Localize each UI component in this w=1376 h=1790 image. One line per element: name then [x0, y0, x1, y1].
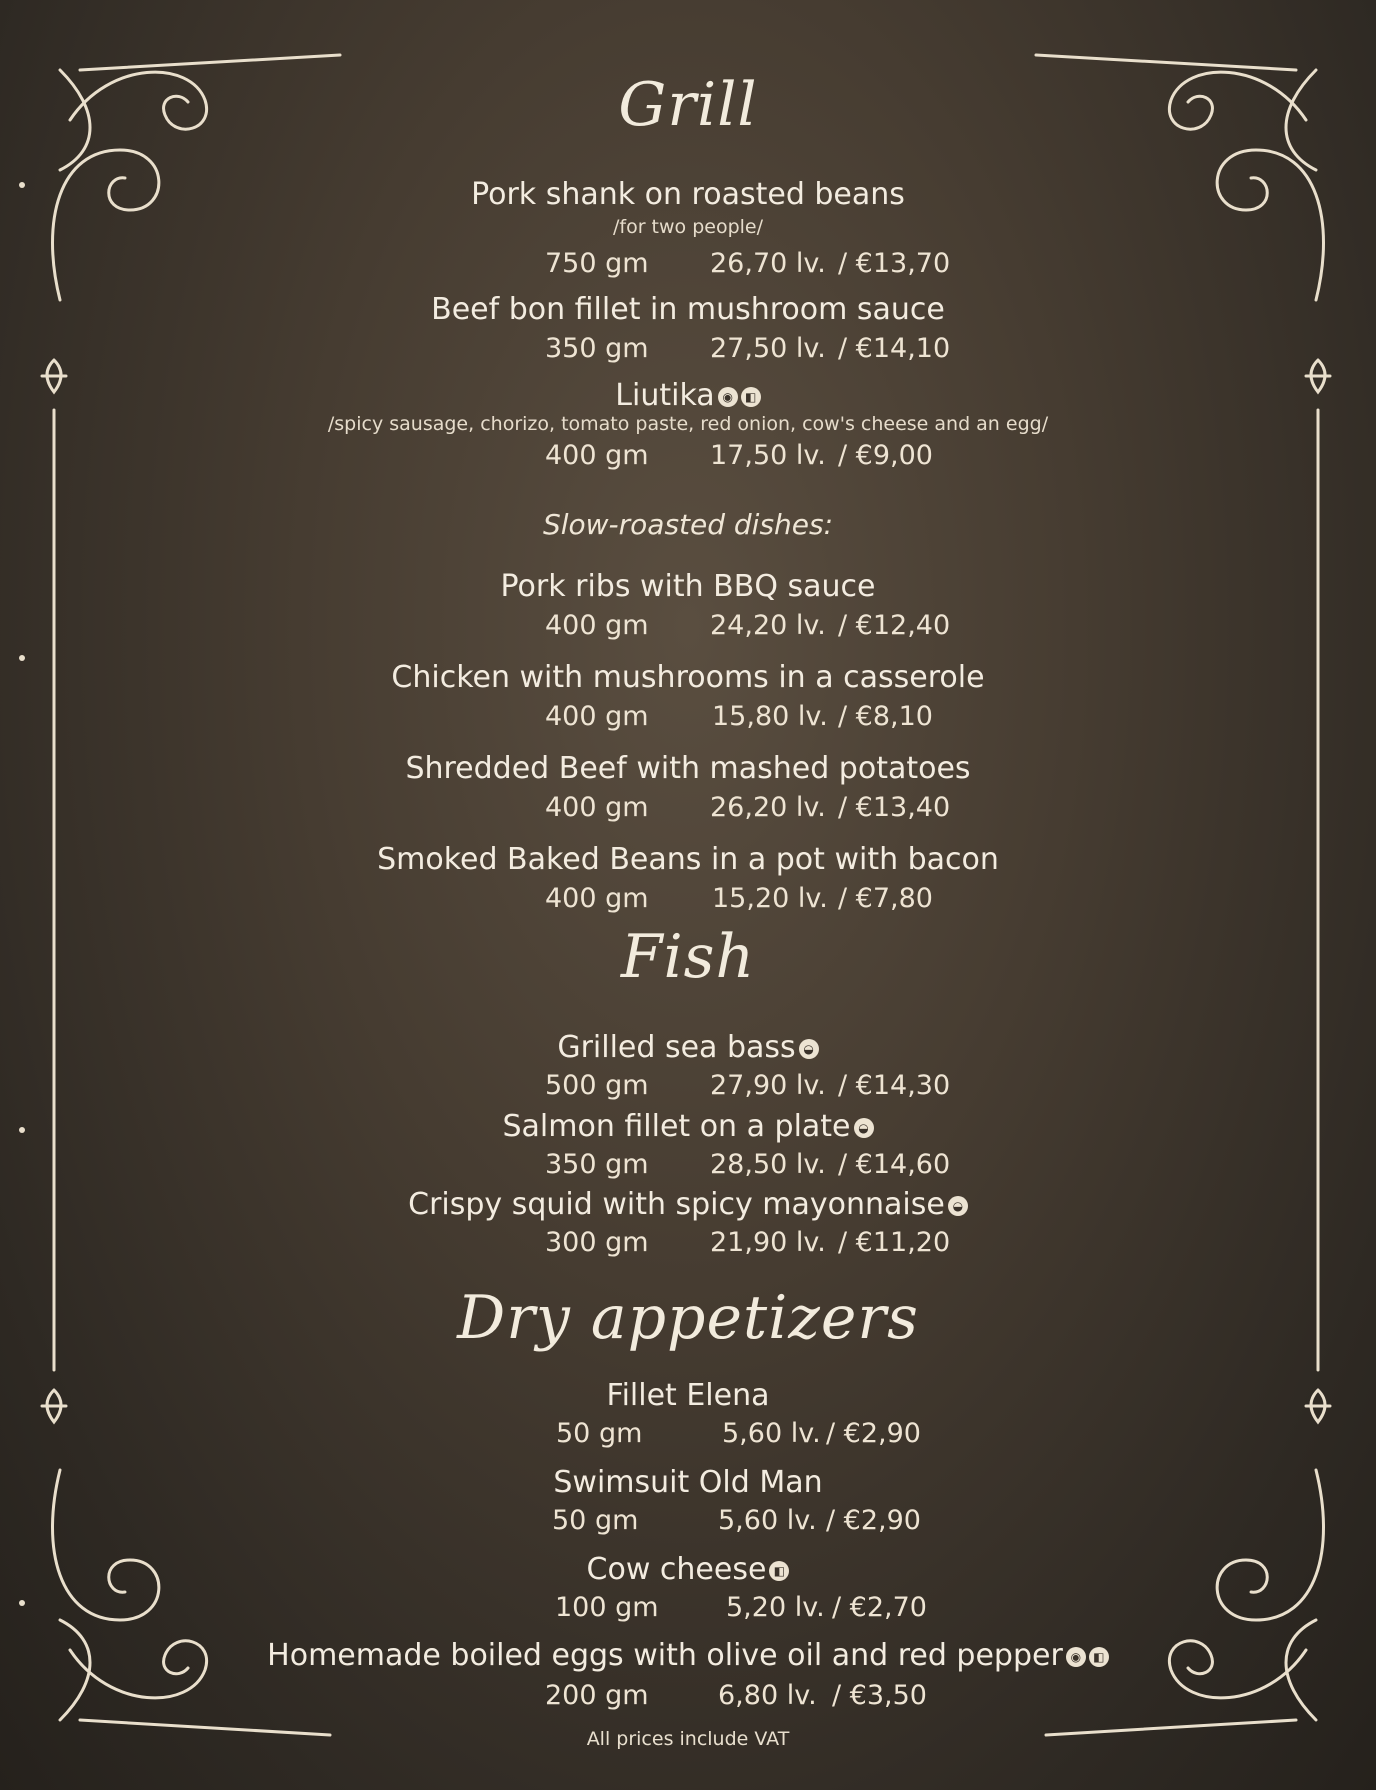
dish-weight: 50 gm [556, 1418, 643, 1449]
price-row [0, 1227, 1376, 1261]
egg-icon: ◉ [1066, 1647, 1086, 1667]
price-row [0, 1592, 1376, 1626]
dish-name-row [0, 1187, 1376, 1222]
price-row [0, 1418, 1376, 1452]
dish-price-eur: / €14,60 [838, 1149, 951, 1180]
dish-name-row [0, 1638, 1376, 1673]
dish-note: /for two people/ [612, 216, 764, 238]
dish-price-lv: 6,80 lv. [718, 1680, 817, 1711]
dish-name: Liutika [615, 378, 715, 413]
dish-weight: 500 gm [545, 1070, 649, 1101]
dish-price-lv: 28,50 lv. [710, 1149, 826, 1180]
vat-footer: All prices include VAT [586, 1728, 790, 1750]
slow-roasted-heading: Slow-roasted dishes: [542, 508, 834, 541]
price-row [0, 1070, 1376, 1104]
dish-name-row [0, 1030, 1376, 1065]
price-row [0, 1505, 1376, 1539]
section-title-grill: Grill [618, 70, 758, 140]
dish-price-lv: 5,60 lv. [718, 1505, 817, 1536]
dish-price-lv: 15,80 lv. [712, 701, 828, 732]
section-title-fish: Fish [620, 922, 756, 992]
dish-price-eur: / €3,50 [832, 1680, 927, 1711]
dish-price-eur: / €11,20 [838, 1227, 951, 1258]
dish-weight: 400 gm [545, 883, 649, 914]
price-row [0, 1680, 1376, 1714]
dish-name-row [0, 1109, 1376, 1144]
dish-weight: 400 gm [545, 610, 649, 641]
dish-weight: 350 gm [545, 1149, 649, 1180]
cheese-icon: ◧ [769, 1561, 789, 1581]
dish-weight: 50 gm [552, 1505, 639, 1536]
dish-price-lv: 27,90 lv. [710, 1070, 826, 1101]
section-title-dry-appetizers: Dry appetizers [457, 1283, 919, 1353]
dish-price-eur: / €2,90 [826, 1418, 921, 1449]
dish-name: Swimsuit Old Man [553, 1465, 823, 1500]
dish-price-lv: 26,20 lv. [710, 792, 826, 823]
dish-price-eur: / €12,40 [838, 610, 951, 641]
fish-icon: ◒ [854, 1118, 874, 1138]
dish-name: Salmon fillet on a plate [502, 1109, 851, 1144]
dish-price-eur: / €2,90 [826, 1505, 921, 1536]
dish-weight: 350 gm [545, 333, 649, 364]
dish-price-eur: / €8,10 [838, 701, 933, 732]
dish-price-eur: / €14,10 [838, 333, 951, 364]
dish-name: Shredded Beef with mashed potatoes [405, 751, 971, 786]
dish-price-lv: 15,20 lv. [712, 883, 828, 914]
dish-name: Cow cheese [586, 1552, 767, 1587]
dish-weight: 400 gm [545, 792, 649, 823]
price-row [0, 440, 1376, 474]
dish-weight: 400 gm [545, 701, 649, 732]
dish-price-eur: / €2,70 [832, 1592, 927, 1623]
dish-price-eur: / €9,00 [838, 440, 933, 471]
dish-price-eur: / €13,70 [838, 248, 951, 279]
dish-price-lv: 5,20 lv. [726, 1592, 825, 1623]
price-row [0, 610, 1376, 644]
cheese-icon: ◧ [1089, 1647, 1109, 1667]
dish-price-lv: 21,90 lv. [710, 1227, 826, 1258]
dish-weight: 200 gm [545, 1680, 649, 1711]
price-row [0, 792, 1376, 826]
price-row [0, 333, 1376, 367]
dish-name-row [0, 378, 1376, 413]
dish-name: Crispy squid with spicy mayonnaise [408, 1187, 945, 1222]
dish-name: Chicken with mushrooms in a casserole [391, 660, 985, 695]
price-row [0, 1149, 1376, 1183]
egg-icon: ◉ [718, 387, 738, 407]
dish-weight: 400 gm [545, 440, 649, 471]
price-row [0, 248, 1376, 282]
fish-icon: ◒ [948, 1196, 968, 1216]
dish-weight: 750 gm [545, 248, 649, 279]
price-row [0, 701, 1376, 735]
dish-price-lv: 24,20 lv. [710, 610, 826, 641]
dish-price-lv: 17,50 lv. [710, 440, 826, 471]
dish-name: Beef bon fillet in mushroom sauce [431, 292, 945, 327]
dish-name: Pork shank on roasted beans [471, 177, 905, 212]
dish-weight: 100 gm [555, 1592, 659, 1623]
fish-icon: ◒ [799, 1039, 819, 1059]
dish-weight: 300 gm [545, 1227, 649, 1258]
dish-name: Grilled sea bass [557, 1030, 796, 1065]
dish-price-lv: 27,50 lv. [710, 333, 826, 364]
dish-price-lv: 5,60 lv. [722, 1418, 821, 1449]
dish-price-eur: / €14,30 [838, 1070, 951, 1101]
dish-name-row [0, 1552, 1376, 1587]
dish-name: Smoked Baked Beans in a pot with bacon [377, 842, 999, 877]
cheese-icon: ◧ [741, 387, 761, 407]
dish-note: /spicy sausage, chorizo, tomato paste, red onion, cow's cheese and an egg/ [327, 413, 1049, 435]
dish-price-eur: / €7,80 [838, 883, 933, 914]
dish-price-eur: / €13,40 [838, 792, 951, 823]
dish-price-lv: 26,70 lv. [710, 248, 826, 279]
dish-name: Homemade boiled eggs with olive oil and red pepper [267, 1638, 1063, 1673]
dish-name: Pork ribs with BBQ sauce [500, 569, 876, 604]
dish-name: Fillet Elena [606, 1378, 770, 1413]
price-row [0, 883, 1376, 917]
